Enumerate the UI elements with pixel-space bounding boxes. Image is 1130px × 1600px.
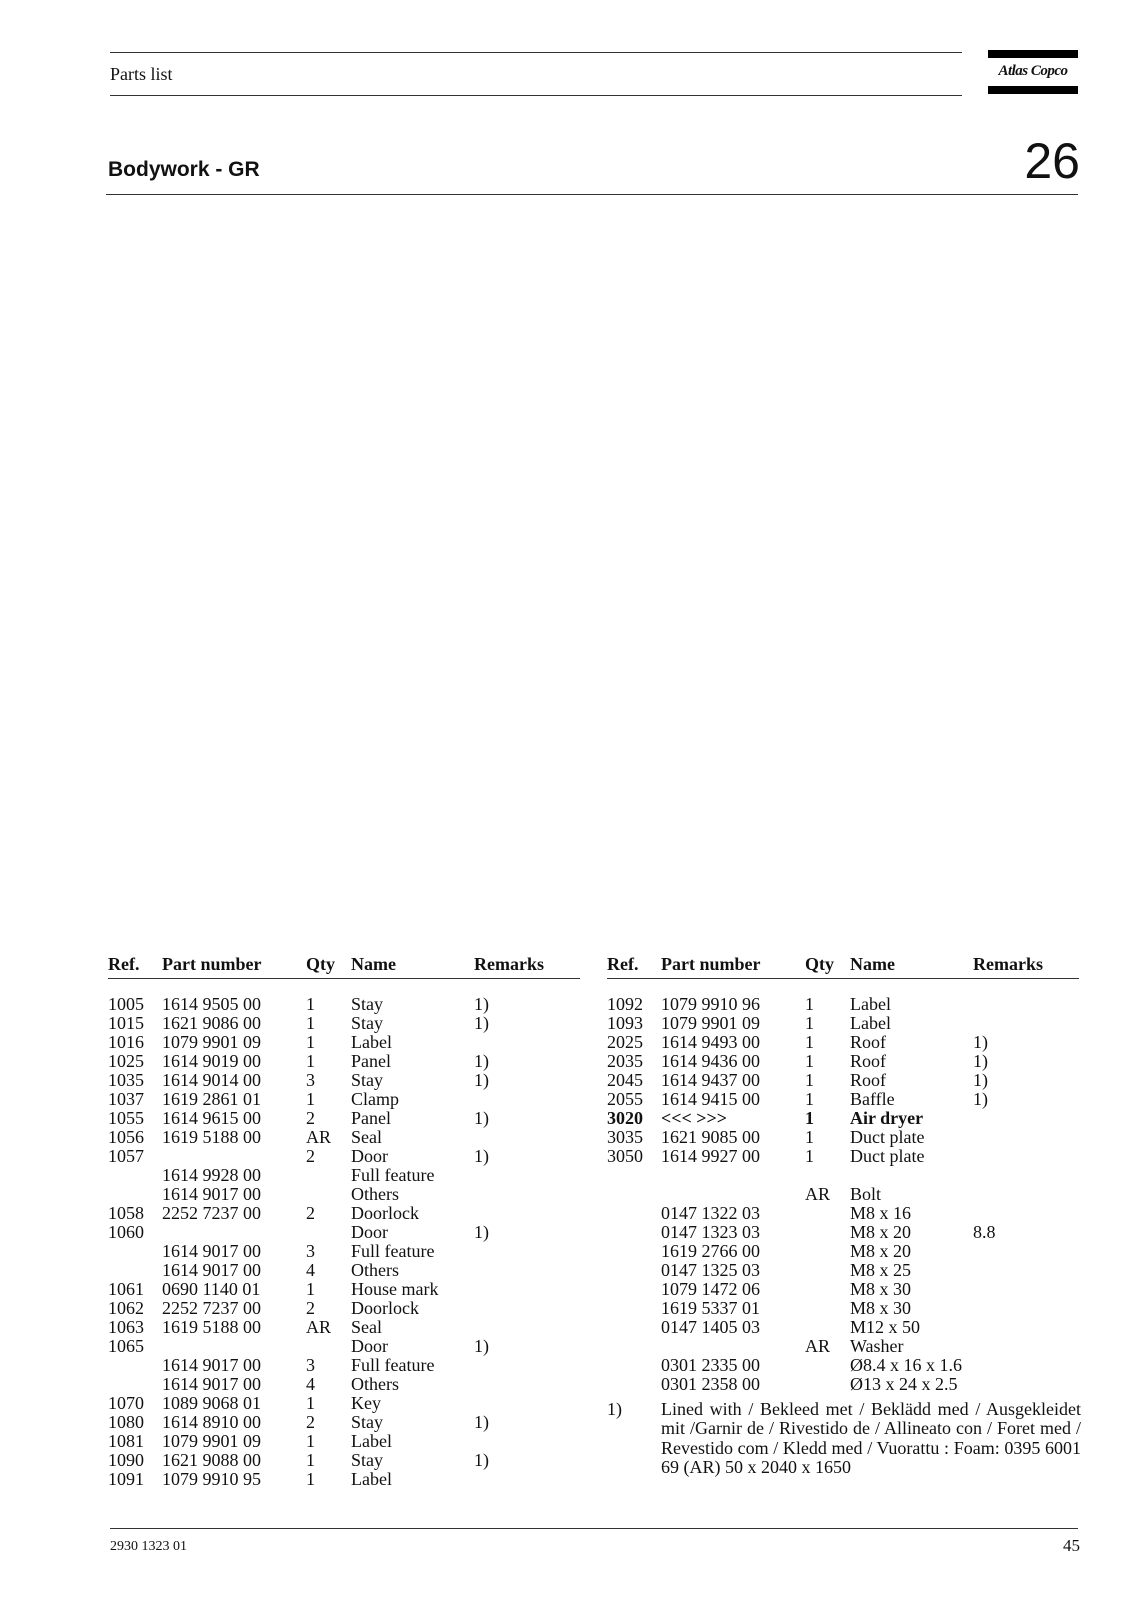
- cell-remarks: 1): [973, 1070, 988, 1090]
- cell-name: Door: [351, 1222, 388, 1242]
- cell-qty: 1: [805, 1032, 814, 1052]
- cell-part-number: 1614 9019 00: [162, 1051, 261, 1071]
- cell-ref: 1092: [607, 994, 643, 1014]
- cell-qty: 3: [306, 1241, 315, 1261]
- cell-ref: 1061: [108, 1279, 144, 1299]
- cell-qty: 4: [306, 1374, 315, 1394]
- cell-part-number: 1614 9017 00: [162, 1260, 261, 1280]
- cell-qty: 3: [306, 1355, 315, 1375]
- cell-remarks: 8.8: [973, 1222, 996, 1242]
- cell-ref: 1063: [108, 1317, 144, 1337]
- cell-name: Others: [351, 1260, 399, 1280]
- cell-part-number: 1614 9436 00: [661, 1051, 760, 1071]
- col-header-part-number: Part number: [162, 954, 262, 974]
- cell-part-number: 0147 1323 03: [661, 1222, 760, 1242]
- cell-name: Doorlock: [351, 1298, 419, 1318]
- cell-qty: AR: [805, 1336, 831, 1356]
- cell-name: Door: [351, 1336, 388, 1356]
- cell-ref: 3050: [607, 1146, 643, 1166]
- cell-name: Doorlock: [351, 1203, 419, 1223]
- cell-remarks: 1): [474, 1412, 489, 1432]
- cell-qty: 1: [805, 1070, 814, 1090]
- cell-name: Label: [850, 994, 891, 1014]
- cell-part-number: 0690 1140 01: [162, 1279, 261, 1299]
- cell-ref: 1057: [108, 1146, 144, 1166]
- cell-name: Key: [351, 1393, 381, 1413]
- cell-name: Ø13 x 24 x 2.5: [850, 1374, 958, 1394]
- cell-part-number: 0147 1322 03: [661, 1203, 760, 1223]
- cell-qty: 1: [805, 1013, 814, 1033]
- cell-name: M12 x 50: [850, 1317, 921, 1337]
- cell-name: Seal: [351, 1317, 382, 1337]
- cell-ref: 1060: [108, 1222, 144, 1242]
- cell-ref: 2035: [607, 1051, 643, 1071]
- header-top-rule: [110, 52, 962, 53]
- page-title: Bodywork - GR: [108, 158, 260, 181]
- cell-name: House mark: [351, 1279, 439, 1299]
- cell-name: Stay: [351, 1412, 384, 1432]
- cell-qty: 2: [306, 1146, 315, 1166]
- cell-part-number: 1614 9014 00: [162, 1070, 261, 1090]
- cell-name: Bolt: [850, 1184, 882, 1204]
- cell-part-number: 1619 2861 01: [162, 1089, 261, 1109]
- cell-part-number: 1079 9910 95: [162, 1469, 261, 1489]
- cell-qty: AR: [306, 1317, 332, 1337]
- cell-ref: 1016: [108, 1032, 144, 1052]
- cell-part-number: 1079 1472 06: [661, 1279, 760, 1299]
- cell-qty: 2: [306, 1203, 315, 1223]
- cell-ref: 1070: [108, 1393, 144, 1413]
- cell-qty: 1: [306, 994, 315, 1014]
- cell-ref: 1091: [108, 1469, 144, 1489]
- title-rule: [106, 194, 1078, 195]
- cell-remarks: 1): [474, 1051, 489, 1071]
- cell-ref: 3020: [607, 1108, 643, 1128]
- parts-table-right: [607, 955, 1079, 1475]
- cell-part-number: 1614 9928 00: [162, 1165, 261, 1185]
- cell-part-number: 1614 9927 00: [661, 1146, 760, 1166]
- cell-name: M8 x 25: [850, 1260, 912, 1280]
- cell-remarks: 1): [474, 1146, 489, 1166]
- cell-name: Label: [351, 1469, 392, 1489]
- cell-name: Door: [351, 1146, 388, 1166]
- col-header-qty: Qty: [306, 954, 335, 974]
- cell-qty: 1: [805, 1146, 814, 1166]
- cell-part-number: 1079 9910 96: [661, 994, 760, 1014]
- cell-qty: 1: [306, 1051, 315, 1071]
- cell-name: M8 x 16: [850, 1203, 912, 1223]
- cell-name: Duct plate: [850, 1127, 925, 1147]
- cell-ref: 1035: [108, 1070, 144, 1090]
- cell-name: M8 x 30: [850, 1279, 912, 1299]
- cell-part-number: 1614 9017 00: [162, 1374, 261, 1394]
- cell-qty: 1: [306, 1279, 315, 1299]
- cell-ref: 1093: [607, 1013, 643, 1033]
- cell-part-number: 1079 9901 09: [162, 1431, 261, 1451]
- cell-name: Clamp: [351, 1089, 399, 1109]
- col-header-ref: Ref.: [607, 954, 639, 974]
- cell-qty: 1: [805, 1089, 814, 1109]
- cell-remarks: 1): [973, 1032, 988, 1052]
- cell-part-number: 2252 7237 00: [162, 1298, 261, 1318]
- footnote-mark: 1): [607, 1399, 622, 1419]
- cell-ref: 1058: [108, 1203, 144, 1223]
- cell-qty: 1: [306, 1450, 315, 1470]
- col-header-name: Name: [351, 954, 396, 974]
- cell-name: Baffle: [850, 1089, 895, 1109]
- cell-ref: 1025: [108, 1051, 144, 1071]
- document-number: 2930 1323 01: [110, 1539, 187, 1554]
- cell-name: Ø8.4 x 16 x 1.6: [850, 1355, 962, 1375]
- cell-name: Others: [351, 1184, 399, 1204]
- cell-part-number: 1614 9017 00: [162, 1184, 261, 1204]
- cell-part-number: 1619 5337 01: [661, 1298, 760, 1318]
- section-number: 26: [1024, 133, 1080, 189]
- cell-part-number: 1614 9615 00: [162, 1108, 261, 1128]
- footnote-text: Lined with / Bekleed met / Beklädd med / Ausgekleidet mit /Garnir de / Rivestido de / Allineato con / Foret med / Revestido com / Kledd med / Vuorattu : Foam: 0395 6001 69 (AR) 50 x 2040 x 1650: [661, 1399, 1081, 1477]
- cell-name: Full feature: [351, 1355, 435, 1375]
- header-label: Parts list: [110, 64, 173, 84]
- cell-ref: 1056: [108, 1127, 144, 1147]
- cell-qty: 1: [306, 1013, 315, 1033]
- cell-part-number: 1621 9085 00: [661, 1127, 760, 1147]
- cell-part-number: 1619 5188 00: [162, 1127, 261, 1147]
- cell-name: Roof: [850, 1032, 886, 1052]
- cell-name: Roof: [850, 1051, 886, 1071]
- cell-name: Stay: [351, 1070, 384, 1090]
- page-number: 45: [1063, 1536, 1080, 1555]
- cell-part-number: 0301 2335 00: [661, 1355, 760, 1375]
- cell-qty: 1: [306, 1469, 315, 1489]
- cell-remarks: 1): [474, 994, 489, 1014]
- cell-ref: 1080: [108, 1412, 144, 1432]
- cell-remarks: 1): [474, 1336, 489, 1356]
- cell-ref: 1055: [108, 1108, 144, 1128]
- cell-remarks: 1): [474, 1013, 489, 1033]
- cell-part-number: 1621 9086 00: [162, 1013, 261, 1033]
- cell-remarks: 1): [474, 1108, 489, 1128]
- cell-name: Label: [351, 1431, 392, 1451]
- cell-part-number: 0147 1405 03: [661, 1317, 760, 1337]
- cell-part-number: 1614 9437 00: [661, 1070, 760, 1090]
- cell-qty: 2: [306, 1412, 315, 1432]
- cell-qty: 1: [805, 994, 814, 1014]
- cell-part-number: 1619 2766 00: [661, 1241, 760, 1261]
- logo-top-bar: [988, 50, 1078, 58]
- cell-ref: 1015: [108, 1013, 144, 1033]
- cell-ref: 1081: [108, 1431, 144, 1451]
- cell-part-number: 1614 9017 00: [162, 1355, 261, 1375]
- col-header-ref: Ref.: [108, 954, 140, 974]
- cell-name: Stay: [351, 1013, 384, 1033]
- cell-qty: 2: [306, 1108, 315, 1128]
- cell-qty: 3: [306, 1070, 315, 1090]
- cell-part-number: 0301 2358 00: [661, 1374, 760, 1394]
- cell-qty: 1: [306, 1032, 315, 1052]
- col-header-name: Name: [850, 954, 895, 974]
- cell-part-number: 1614 9505 00: [162, 994, 261, 1014]
- cell-part-number: 1614 9017 00: [162, 1241, 261, 1261]
- cell-qty: 1: [805, 1051, 814, 1071]
- cell-part-number: <<< >>>: [661, 1108, 728, 1128]
- cell-part-number: 1614 9415 00: [661, 1089, 760, 1109]
- cell-name: Air dryer: [850, 1108, 924, 1128]
- cell-ref: 2045: [607, 1070, 643, 1090]
- cell-qty: 1: [805, 1127, 814, 1147]
- cell-ref: 1065: [108, 1336, 144, 1356]
- cell-ref: 1062: [108, 1298, 144, 1318]
- cell-name: M8 x 30: [850, 1298, 912, 1318]
- cell-name: Panel: [351, 1108, 391, 1128]
- cell-name: Stay: [351, 994, 384, 1014]
- cell-ref: 3035: [607, 1127, 643, 1147]
- cell-part-number: 1089 9068 01: [162, 1393, 261, 1413]
- cell-name: Stay: [351, 1450, 384, 1470]
- cell-part-number: 2252 7237 00: [162, 1203, 261, 1223]
- table-header-rule: [108, 978, 580, 979]
- cell-name: M8 x 20: [850, 1222, 912, 1242]
- col-header-remarks: Remarks: [973, 954, 1043, 974]
- cell-name: Roof: [850, 1070, 886, 1090]
- cell-qty: 2: [306, 1298, 315, 1318]
- cell-name: Label: [850, 1013, 891, 1033]
- cell-name: Panel: [351, 1051, 391, 1071]
- cell-ref: 1090: [108, 1450, 144, 1470]
- header-bottom-rule: [110, 95, 962, 96]
- cell-qty: 1: [805, 1108, 814, 1128]
- footer-rule: [110, 1528, 1078, 1529]
- cell-qty: 4: [306, 1260, 315, 1280]
- cell-qty: 1: [306, 1431, 315, 1451]
- cell-name: Duct plate: [850, 1146, 925, 1166]
- cell-part-number: 0147 1325 03: [661, 1260, 760, 1280]
- cell-part-number: 1614 9493 00: [661, 1032, 760, 1052]
- cell-part-number: 1621 9088 00: [162, 1450, 261, 1470]
- table-header-rule: [607, 978, 1079, 979]
- cell-ref: 1005: [108, 994, 144, 1014]
- cell-remarks: 1): [474, 1222, 489, 1242]
- cell-name: Seal: [351, 1127, 382, 1147]
- cell-remarks: 1): [474, 1450, 489, 1470]
- parts-table-left: [108, 954, 580, 1489]
- cell-qty: AR: [306, 1127, 332, 1147]
- col-header-qty: Qty: [805, 954, 834, 974]
- cell-part-number: 1079 9901 09: [661, 1013, 760, 1033]
- cell-remarks: 1): [973, 1089, 988, 1109]
- cell-name: Full feature: [351, 1165, 435, 1185]
- logo-bottom-bar: [988, 86, 1078, 94]
- cell-qty: AR: [805, 1184, 831, 1204]
- cell-ref: 1037: [108, 1089, 144, 1109]
- cell-qty: 1: [306, 1393, 315, 1413]
- cell-part-number: 1614 8910 00: [162, 1412, 261, 1432]
- logo-text: Atlas Copco: [998, 63, 1068, 79]
- col-header-part-number: Part number: [661, 954, 761, 974]
- cell-remarks: 1): [474, 1070, 489, 1090]
- cell-ref: 2025: [607, 1032, 643, 1052]
- cell-name: Label: [351, 1032, 392, 1052]
- cell-name: Washer: [850, 1336, 904, 1356]
- cell-part-number: 1619 5188 00: [162, 1317, 261, 1337]
- col-header-remarks: Remarks: [474, 954, 544, 974]
- cell-ref: 2055: [607, 1089, 643, 1109]
- cell-name: Others: [351, 1374, 399, 1394]
- cell-name: M8 x 20: [850, 1241, 912, 1261]
- cell-qty: 1: [306, 1089, 315, 1109]
- cell-remarks: 1): [973, 1051, 988, 1071]
- atlas-copco-logo: [988, 50, 1078, 94]
- cell-name: Full feature: [351, 1241, 435, 1261]
- cell-part-number: 1079 9901 09: [162, 1032, 261, 1052]
